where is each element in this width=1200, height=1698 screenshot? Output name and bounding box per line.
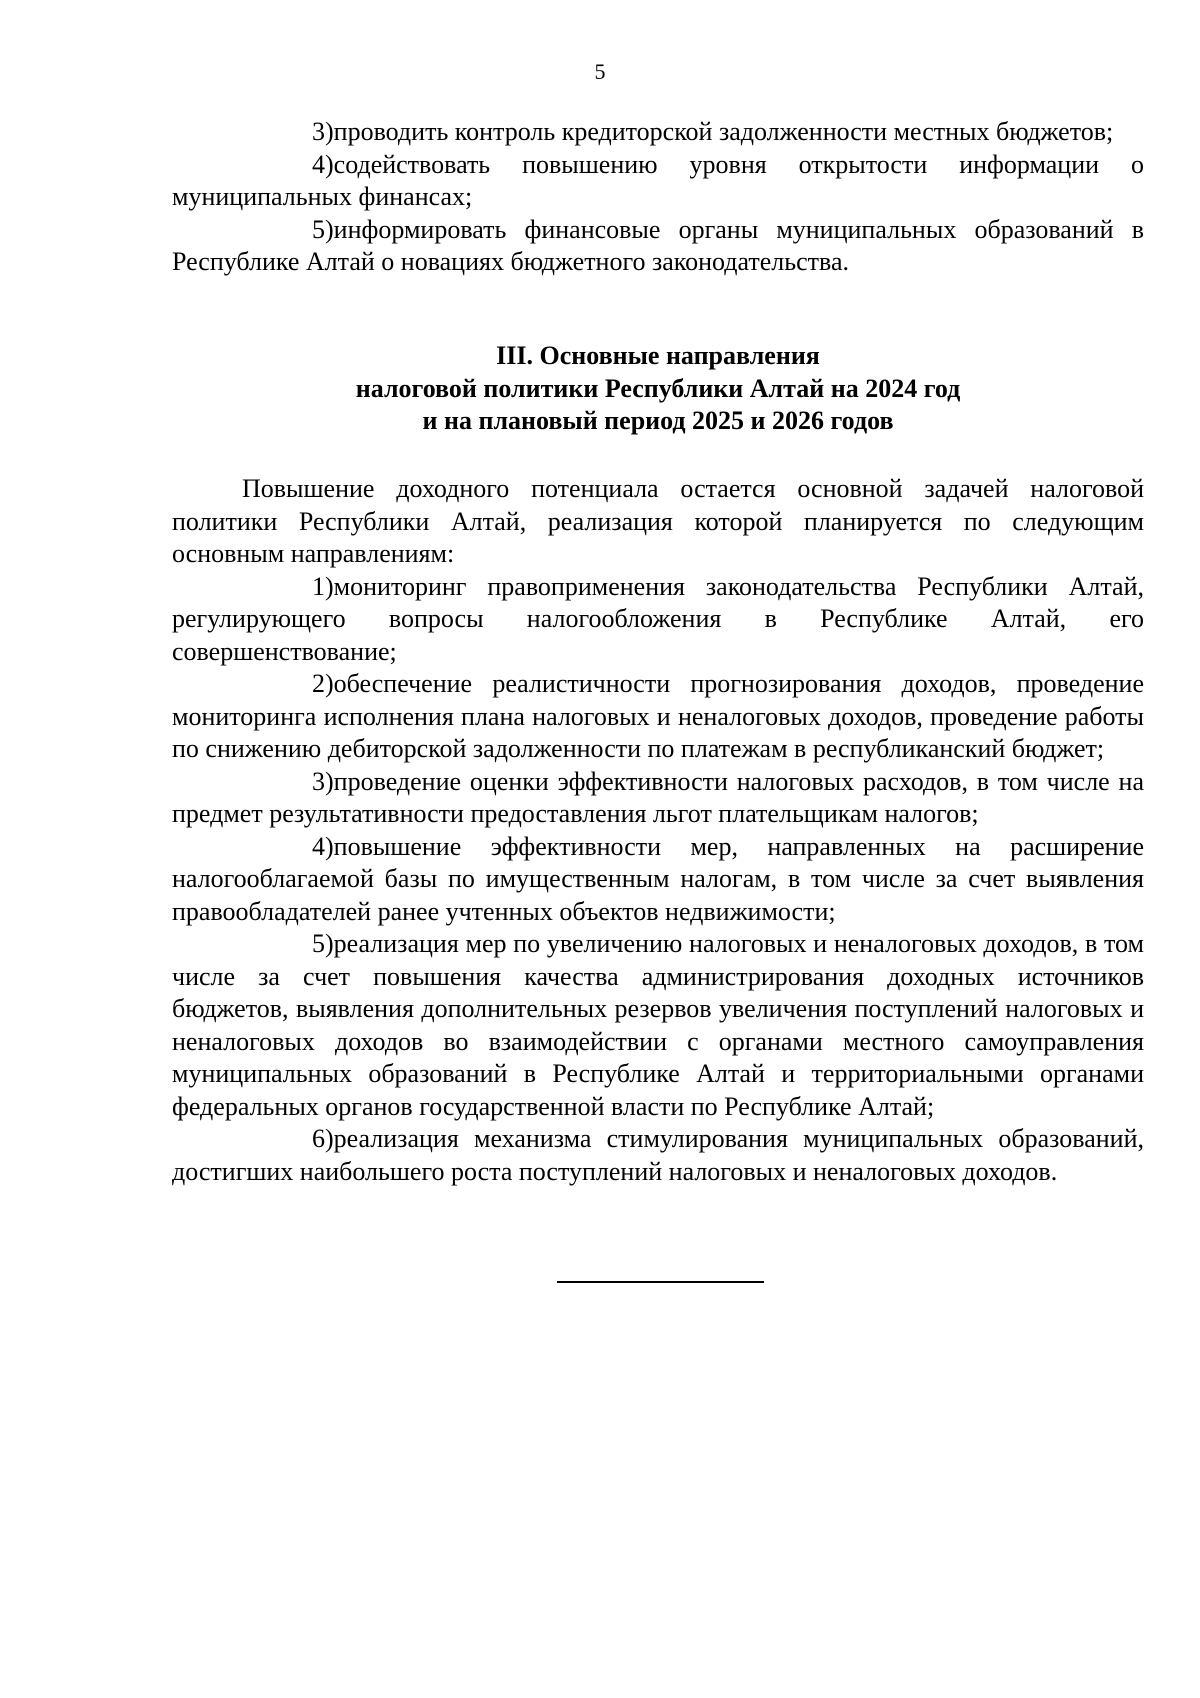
item-number: 4): [312, 149, 334, 179]
list-item: [172, 571, 1144, 669]
item-text: проводить контроль кредиторской задолженности местных бюджетов;: [333, 117, 1114, 146]
item-number: 2): [312, 669, 334, 698]
top-items-list: [172, 116, 1144, 279]
item-number: 5): [312, 214, 334, 244]
list-item: [172, 214, 1144, 279]
section-heading-line-1: III. Основные направления: [496, 341, 820, 370]
item-text: обеспечение реалистичности прогнозирования доходов, проведение мониторинга исполнения плана налоговых и неналоговых доходов, проведение работы по снижению дебиторской задолженности по платежам в республиканский бюджет;: [172, 669, 1144, 763]
item-text: проведение оценки эффективности налоговых расходов, в том числе на предмет результативности предоставления льгот плательщикам налогов;: [172, 766, 1144, 828]
item-number: 3): [312, 766, 334, 796]
item-number: 4): [312, 831, 334, 861]
item-number: 3): [312, 117, 334, 146]
item-text: мониторинг правоприменения законодательства Республики Алтай, регулирующего вопросы налогообложения в Республике Алтай, его совершенствование;: [172, 571, 1144, 666]
item-number: 5): [312, 929, 334, 958]
list-item: [172, 766, 1144, 831]
item-number: 1): [312, 571, 334, 601]
item-text: информировать финансовые органы муниципальных образований в Республике Алтай о новациях бюджетного законодательства.: [172, 214, 1144, 276]
list-item: [172, 149, 1144, 214]
item-text: реализация механизма стимулирования муниципальных образований, достигших наибольшего роста поступлений налоговых и неналоговых доходов.: [172, 1124, 1144, 1186]
item-text: реализация мер по увеличению налоговых и неналоговых доходов, в том числе за счет повышения качества администрирования доходных источников бюджетов, выявления дополнительных резервов увеличения поступлений налоговых и неналоговых доходов во взаимодействии с органами местного самоуправления муниципальных образований в Республике Алтай и территориальными органами федеральных органов государственной власти по Республике Алтай;: [172, 929, 1144, 1121]
item-text: содействовать повышению уровня открытости информации о муниципальных финансах;: [172, 149, 1144, 211]
list-item: [172, 928, 1144, 1123]
section-heading: [172, 340, 1144, 438]
list-item: [172, 668, 1144, 766]
item-text: повышение эффективности мер, направленных на расширение налогооблагаемой базы по имущественным налогам, в том числе за счет выявления правообладателей ранее учтенных объектов недвижимости;: [172, 831, 1144, 926]
list-item: [172, 116, 1144, 149]
end-divider: [557, 1281, 764, 1283]
page-number: 5: [594, 59, 606, 84]
section-body: [172, 473, 1144, 1188]
section-heading-line-2: налоговой политики Республики Алтай на 2024 год: [355, 373, 961, 403]
list-item: [172, 831, 1144, 929]
section-heading-line-3: и на плановый период 2025 и 2026 годов: [422, 406, 894, 435]
intro-paragraph: Повышение доходного потенциала остается основной задачей налоговой политики Республики Алтай, реализация которой планируется по следующим основным направлениям:: [172, 474, 1144, 568]
list-item: [172, 1123, 1144, 1188]
item-number: 6): [312, 1124, 334, 1153]
